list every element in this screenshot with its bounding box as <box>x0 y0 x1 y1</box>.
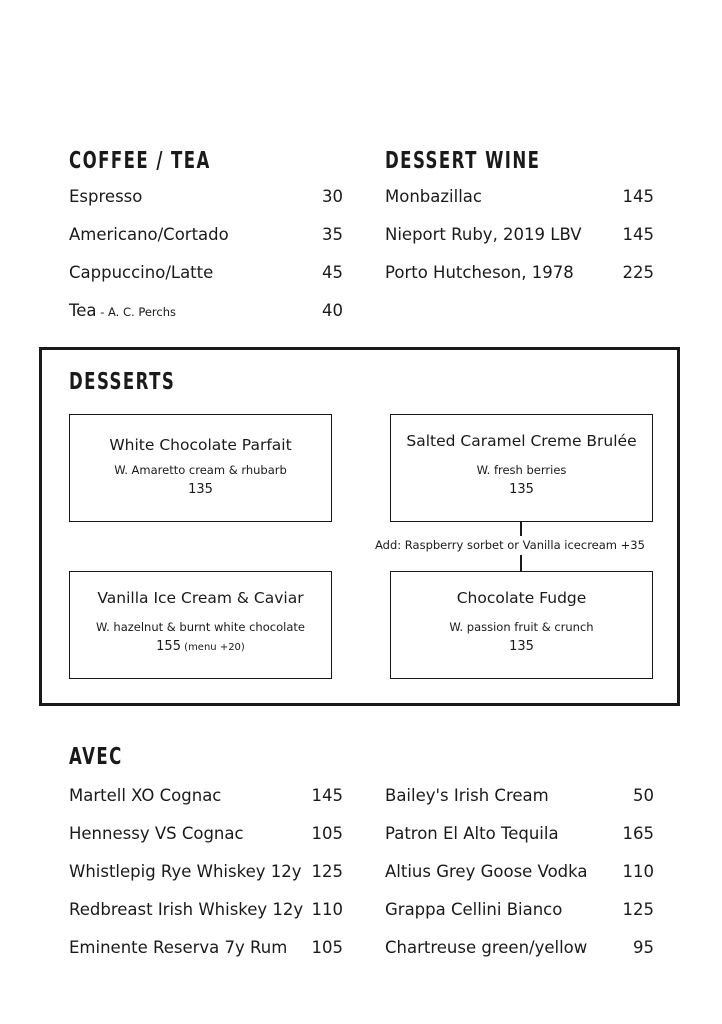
item-name: Patron El Alto Tequila <box>385 824 559 843</box>
item-price: 125 <box>311 862 343 881</box>
item-name: Grappa Cellini Bianco <box>385 900 563 919</box>
item-price: 145 <box>311 786 343 805</box>
item-price: 110 <box>622 862 654 881</box>
dessert-price <box>70 639 331 654</box>
menu-item <box>69 786 343 808</box>
menu-item <box>385 900 654 922</box>
menu-item <box>385 786 654 808</box>
dessert-price: 135 <box>509 639 534 654</box>
item-name: Espresso <box>69 187 143 206</box>
dessert-price: 135 <box>509 482 534 497</box>
item-name: Nieport Ruby, 2019 LBV <box>385 225 582 244</box>
dessert-description: W. passion fruit & crunch <box>449 620 594 634</box>
dessert-wine-heading: DESSERT WINE <box>385 148 541 174</box>
addon-note: Add: Raspberry sorbet or Vanilla icecream +35 <box>375 538 645 552</box>
dessert-price-value: 155 <box>156 639 181 654</box>
item-name: Monbazillac <box>385 187 482 206</box>
menu-item <box>69 225 343 247</box>
item-name: Bailey's Irish Cream <box>385 786 549 805</box>
menu-item <box>69 862 343 884</box>
menu-item <box>385 225 654 247</box>
dessert-card <box>390 414 653 522</box>
item-name: Redbreast Irish Whiskey 12y <box>69 900 304 919</box>
dessert-description: W. hazelnut & burnt white chocolate <box>96 620 305 634</box>
menu-item <box>69 263 343 285</box>
addon-connector-top <box>520 522 522 536</box>
item-name: Americano/Cortado <box>69 225 229 244</box>
dessert-description: W. fresh berries <box>476 463 567 477</box>
dessert-card <box>390 571 653 679</box>
item-name <box>69 301 176 320</box>
menu-supplement-note: (menu +20) <box>180 642 245 653</box>
item-price: 105 <box>311 938 343 957</box>
coffee-tea-heading: COFFEE / TEA <box>69 148 211 174</box>
item-name: Cappuccino/Latte <box>69 263 214 282</box>
avec-heading: AVEC <box>69 744 123 770</box>
dessert-title: Vanilla Ice Cream & Caviar <box>97 589 304 607</box>
dessert-title: Chocolate Fudge <box>456 589 587 607</box>
item-price: 110 <box>311 900 343 919</box>
item-price: 145 <box>622 187 654 206</box>
item-name: Eminente Reserva 7y Rum <box>69 938 288 957</box>
dessert-title: White Chocolate Parfait <box>109 436 292 454</box>
item-name: Whistlepig Rye Whiskey 12y <box>69 862 302 881</box>
item-price: 35 <box>322 225 343 244</box>
menu-item <box>385 187 654 209</box>
item-price: 225 <box>622 263 654 282</box>
tea-brand: - A. C. Perchs <box>96 305 177 319</box>
menu-item <box>69 900 343 922</box>
dessert-card <box>69 571 332 679</box>
item-price: 145 <box>622 225 654 244</box>
item-name: Chartreuse green/yellow <box>385 938 588 957</box>
dessert-title: Salted Caramel Creme Brulée <box>406 432 637 450</box>
item-name: Martell XO Cognac <box>69 786 222 805</box>
dessert-description: W. Amaretto cream & rhubarb <box>114 463 287 477</box>
item-price: 95 <box>633 938 654 957</box>
dessert-price: 135 <box>188 482 213 497</box>
item-price: 30 <box>322 187 343 206</box>
item-price: 165 <box>622 824 654 843</box>
menu-item <box>69 301 343 323</box>
dessert-card <box>69 414 332 522</box>
item-name: Altius Grey Goose Vodka <box>385 862 588 881</box>
item-name: Hennessy VS Cognac <box>69 824 244 843</box>
item-price: 45 <box>322 263 343 282</box>
menu-item <box>69 824 343 846</box>
addon-connector-bottom <box>520 555 522 571</box>
item-price: 105 <box>311 824 343 843</box>
menu-item <box>69 938 343 960</box>
item-price: 125 <box>622 900 654 919</box>
item-price: 50 <box>633 786 654 805</box>
item-price: 40 <box>322 301 343 320</box>
desserts-heading: DESSERTS <box>69 369 176 395</box>
menu-item <box>385 862 654 884</box>
menu-item <box>385 263 654 285</box>
tea-name: Tea <box>69 301 97 320</box>
menu-item <box>69 187 343 209</box>
menu-item <box>385 938 654 960</box>
menu-item <box>385 824 654 846</box>
item-name: Porto Hutcheson, 1978 <box>385 263 574 282</box>
